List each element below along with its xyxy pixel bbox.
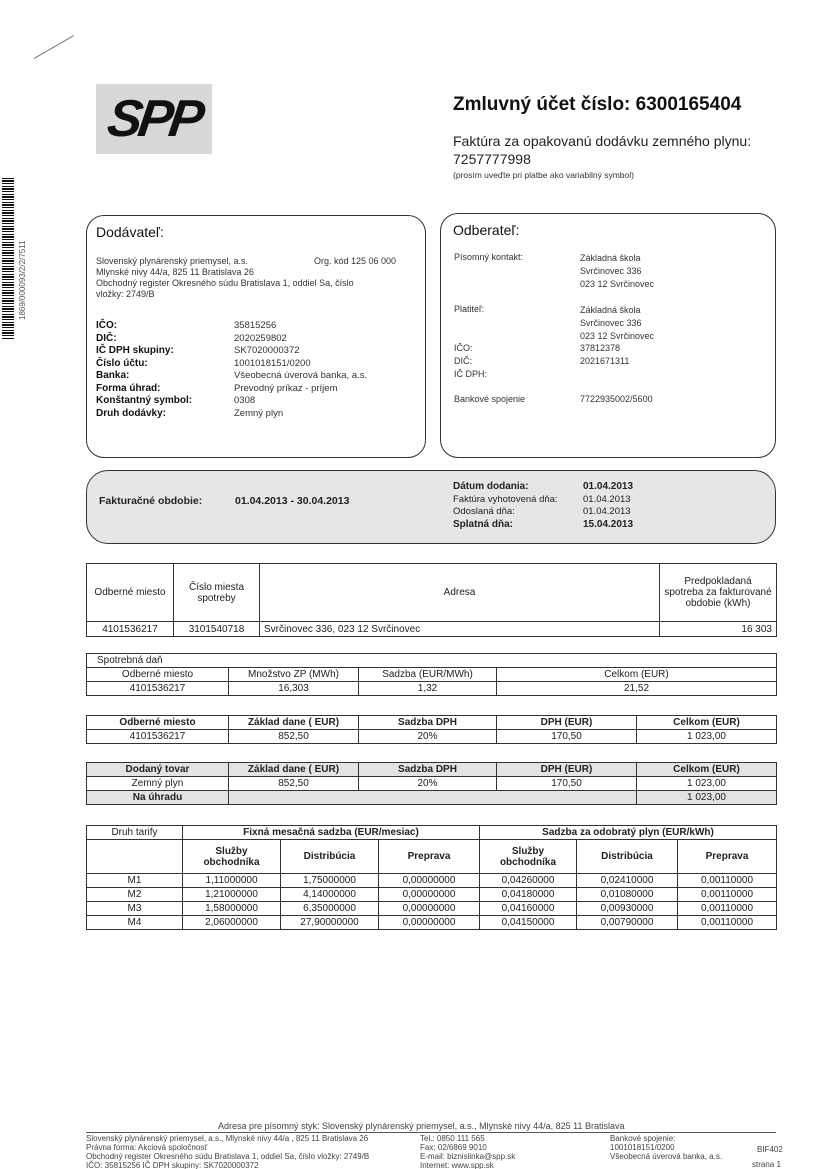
supplier-line3: Obchodný register Okresného súdu Bratislava 1, oddiel Sa, číslo xyxy=(96,278,354,288)
supplier-field-label: Číslo účtu: xyxy=(96,357,148,369)
excise-table xyxy=(86,653,777,696)
payment-note: (prosím uveďte pri platbe ako variabilný symbol) xyxy=(453,170,634,180)
contact-line: Základná škola xyxy=(580,253,641,263)
tariff-cell: M4 xyxy=(87,916,183,930)
bank-label: Bankové spojenie xyxy=(454,394,526,404)
supplier-field-label: Druh dodávky: xyxy=(96,407,167,419)
excise-cell: 21,52 xyxy=(497,682,777,696)
place-header: Predpokladaná spotreba za fakturované obdobie (kWh) xyxy=(660,564,777,622)
supplier-field-label: Konštantný symbol: xyxy=(96,395,193,406)
payer-label: Platiteľ: xyxy=(454,304,485,314)
place-header: Odberné miesto xyxy=(87,564,174,622)
tariff-cell: 0,00110000 xyxy=(678,916,777,930)
supplier-line4: vložky: 2749/B xyxy=(96,289,155,299)
logo-text: SPP xyxy=(103,90,205,148)
supplier-field-value: 35815256 xyxy=(234,320,277,331)
vat-cell: 1 023,00 xyxy=(637,730,777,744)
goods-header: Sadzba DPH xyxy=(359,763,497,777)
tariff-subheader: Preprava xyxy=(379,840,480,874)
contact-line: 023 12 Svrčinovec xyxy=(580,279,655,289)
tariff-subheader: Služby obchodníka xyxy=(480,840,577,874)
tariff-cell: 4,14000000 xyxy=(281,888,379,902)
date-label: Faktúra vyhotovená dňa: xyxy=(453,493,558,505)
bank-value: 7722935002/5600 xyxy=(580,394,653,404)
footer-line: Tel.: 0850 111 565 xyxy=(420,1134,485,1143)
footer-page: strana 1 xyxy=(752,1160,781,1169)
place-cell: Svrčinovec 336, 023 12 Svrčinovec xyxy=(260,622,660,637)
footer-line: Bankové spojenie: xyxy=(610,1134,676,1143)
date-label: Odoslaná dňa: xyxy=(453,506,515,517)
footer-line: 1001018151/0200 xyxy=(610,1143,675,1152)
footer-line: E-mail: biznislinka@spp.sk xyxy=(420,1152,516,1161)
tariff-cell: 0,01080000 xyxy=(577,888,678,902)
vat-cell: 20% xyxy=(359,730,497,744)
supplier-field-label: IČO: xyxy=(96,320,118,331)
tariff-subheader: Služby obchodníka xyxy=(183,840,281,874)
date-value: 01.04.2013 xyxy=(583,493,631,505)
footer-line: Slovenský plynárenský priemysel, a.s., Mlynské nivy 44/a , 825 11 Bratislava 26 xyxy=(86,1134,369,1143)
supplier-field-label: Forma úhrad: xyxy=(96,382,161,394)
excise-cell: 16,303 xyxy=(229,682,359,696)
tariff-cell: 0,00930000 xyxy=(577,902,678,916)
goods-cell: 1 023,00 xyxy=(637,777,777,791)
vat-header: Základ dane ( EUR) xyxy=(229,716,359,730)
vat-cell: 170,50 xyxy=(497,730,637,744)
date-label: Dátum dodania: xyxy=(453,481,529,492)
tariff-cell: 0,00000000 xyxy=(379,902,480,916)
goods-cell: 852,50 xyxy=(229,777,359,791)
tariff-group2: Sadzba za odobratý plyn (EUR/kWh) xyxy=(480,826,777,840)
tariff-cell: 2,06000000 xyxy=(183,916,281,930)
payer-line: Základná škola xyxy=(580,305,641,315)
supplier-org-code: Org. kód 125 06 000 xyxy=(314,256,397,266)
period-value: 01.04.2013 - 30.04.2013 xyxy=(235,495,350,507)
supplier-field-label: IČ DPH skupiny: xyxy=(96,345,174,356)
tariff-cell: 0,04260000 xyxy=(480,874,577,888)
tariff-cell: 0,04160000 xyxy=(480,902,577,916)
supplier-field-value: 0308 xyxy=(234,395,256,406)
goods-header: DPH (EUR) xyxy=(497,763,637,777)
footer-line: Internet: www.spp.sk xyxy=(420,1161,494,1169)
tariff-table xyxy=(86,825,777,930)
vat-header: Sadzba DPH xyxy=(359,716,497,730)
vat-header: Odberné miesto xyxy=(87,716,229,730)
excise-header: Odberné miesto xyxy=(87,668,229,682)
side-code: 1869/000093/2/2/7511 xyxy=(18,240,27,320)
billing-period-box xyxy=(86,470,776,544)
supplier-field-label: DIČ: xyxy=(96,332,117,344)
date-value: 01.04.2013 xyxy=(583,506,631,517)
tariff-cell: 6,35000000 xyxy=(281,902,379,916)
supplier-field-value: 2020259802 xyxy=(234,332,287,344)
tariff-cell: 0,02410000 xyxy=(577,874,678,888)
footer-rule xyxy=(86,1132,776,1133)
goods-table xyxy=(86,762,777,805)
tariff-cell: M2 xyxy=(87,888,183,902)
vat-header: Celkom (EUR) xyxy=(637,716,777,730)
tariff-subheader: Distribúcia xyxy=(281,840,379,874)
due-spacer xyxy=(229,791,637,805)
footer-line: Právna forma: Akciová spoločnosť xyxy=(86,1143,208,1152)
supplier-box xyxy=(86,215,426,458)
tariff-cell: 0,00000000 xyxy=(379,874,480,888)
footer-line: Obchodný register Okresného súdu Bratislava 1, oddiel Sa, číslo vložky: 2749/B xyxy=(86,1152,370,1161)
tariff-cell: 27,90000000 xyxy=(281,916,379,930)
goods-cell: Zemný plyn xyxy=(87,777,229,791)
invoice-subtitle: Faktúra za opakovanú dodávku zemného plynu: xyxy=(453,133,752,149)
goods-header: Dodaný tovar xyxy=(87,763,229,777)
tariff-cell: 0,00110000 xyxy=(678,874,777,888)
excise-caption: Spotrebná daň xyxy=(87,654,777,668)
tariff-cell: 0,00790000 xyxy=(577,916,678,930)
date-value: 01.04.2013 xyxy=(583,481,634,492)
date-label: Splatná dňa: xyxy=(453,518,514,530)
tariff-cell: M3 xyxy=(87,902,183,916)
supplier-line1: Slovenský plynárenský priemysel, a.s. xyxy=(96,256,249,266)
place-cell: 16 303 xyxy=(660,622,777,637)
footer-col1 xyxy=(86,1134,369,1169)
excise-header: Množstvo ZP (MWh) xyxy=(229,668,359,682)
tariff-cell: M1 xyxy=(87,874,183,888)
tariff-cell: 0,04150000 xyxy=(480,916,577,930)
supplier-field-value: Všeobecná úverová banka, a.s. xyxy=(234,370,368,381)
goods-header: Celkom (EUR) xyxy=(637,763,777,777)
footer-col2 xyxy=(420,1134,515,1169)
footer-line: IČO: 35815256 IČ DPH skupiny: SK7020000372 xyxy=(86,1161,259,1169)
goods-cell: 20% xyxy=(359,777,497,791)
supplier-field-value: Zemný plyn xyxy=(234,407,284,419)
dic-label: DIČ: xyxy=(454,356,472,366)
tariff-cell: 1,75000000 xyxy=(281,874,379,888)
tariff-empty xyxy=(87,840,183,874)
due-label: Na úhradu xyxy=(87,791,229,805)
dic-value: 2021671311 xyxy=(580,356,630,366)
footer-col3 xyxy=(610,1134,722,1161)
tariff-cell: 1,11000000 xyxy=(183,874,281,888)
date-value: 15.04.2013 xyxy=(583,518,634,530)
due-value: 1 023,00 xyxy=(637,791,777,805)
vat-header: DPH (EUR) xyxy=(497,716,637,730)
tariff-cell: 0,04180000 xyxy=(480,888,577,902)
tariff-cell: 1,21000000 xyxy=(183,888,281,902)
excise-cell: 4101536217 xyxy=(87,682,229,696)
ico-value: 37812378 xyxy=(580,343,621,353)
contract-account-title: Zmluvný účet číslo: 6300165404 xyxy=(453,94,742,115)
goods-cell: 170,50 xyxy=(497,777,637,791)
place-header: Číslo miesta spotreby xyxy=(174,564,260,622)
tariff-cell: 0,00110000 xyxy=(678,888,777,902)
excise-header: Sadzba (EUR/MWh) xyxy=(359,668,497,682)
period-label: Fakturačné obdobie: xyxy=(99,495,203,507)
payer-line: Svrčinovec 336 xyxy=(580,318,642,328)
tariff-cell: 0,00110000 xyxy=(678,902,777,916)
footer-line: Všeobecná úverová banka, a.s. xyxy=(610,1152,723,1161)
ico-label: IČO: xyxy=(454,343,473,353)
vat-cell: 852,50 xyxy=(229,730,359,744)
supplier-field-value: Prevodný príkaz - príjem xyxy=(234,382,338,394)
spp-logo xyxy=(96,84,212,154)
vat-table xyxy=(86,715,777,744)
tariff-subheader: Preprava xyxy=(678,840,777,874)
place-header: Adresa xyxy=(260,564,660,622)
invoice-number: 7257777998 xyxy=(453,151,531,167)
place-table xyxy=(86,563,777,637)
footer-address: Adresa pre písomný styk: Slovenský plynárenský priemysel, a.s., Mlynské nivy 44/a, 825 11 Bratislava xyxy=(218,1121,625,1131)
tariff-cell: 0,00000000 xyxy=(379,888,480,902)
customer-title: Odberateľ: xyxy=(453,222,520,238)
place-cell: 4101536217 xyxy=(87,622,174,637)
payer-line: 023 12 Svrčinovec xyxy=(580,331,655,341)
footer-code: BIF402 xyxy=(757,1145,783,1154)
icdph-label: IČ DPH: xyxy=(454,369,488,379)
excise-cell: 1,32 xyxy=(359,682,497,696)
tariff-cell: 0,00000000 xyxy=(379,916,480,930)
tariff-cell: 1,58000000 xyxy=(183,902,281,916)
place-cell: 3101540718 xyxy=(174,622,260,637)
goods-header: Základ dane ( EUR) xyxy=(229,763,359,777)
tariff-group1: Fixná mesačná sadzba (EUR/mesiac) xyxy=(183,826,480,840)
supplier-line2: Mlynské nivy 44/a, 825 11 Bratislava 26 xyxy=(96,267,254,277)
side-barcode xyxy=(2,178,14,340)
contact-label: Písomný kontakt: xyxy=(454,252,524,262)
supplier-title: Dodávateľ: xyxy=(96,224,164,240)
supplier-field-value: SK7020000372 xyxy=(234,345,300,356)
pen-mark xyxy=(34,35,74,59)
contact-line: Svrčinovec 336 xyxy=(580,266,642,276)
excise-header: Celkom (EUR) xyxy=(497,668,777,682)
supplier-field-value: 1001018151/0200 xyxy=(234,357,311,369)
tariff-subheader: Distribúcia xyxy=(577,840,678,874)
supplier-field-label: Banka: xyxy=(96,370,130,381)
footer-line: Fax: 02/6869 9010 xyxy=(420,1143,487,1152)
vat-cell: 4101536217 xyxy=(87,730,229,744)
tariff-col1: Druh tarify xyxy=(87,826,183,840)
customer-box xyxy=(440,213,776,458)
